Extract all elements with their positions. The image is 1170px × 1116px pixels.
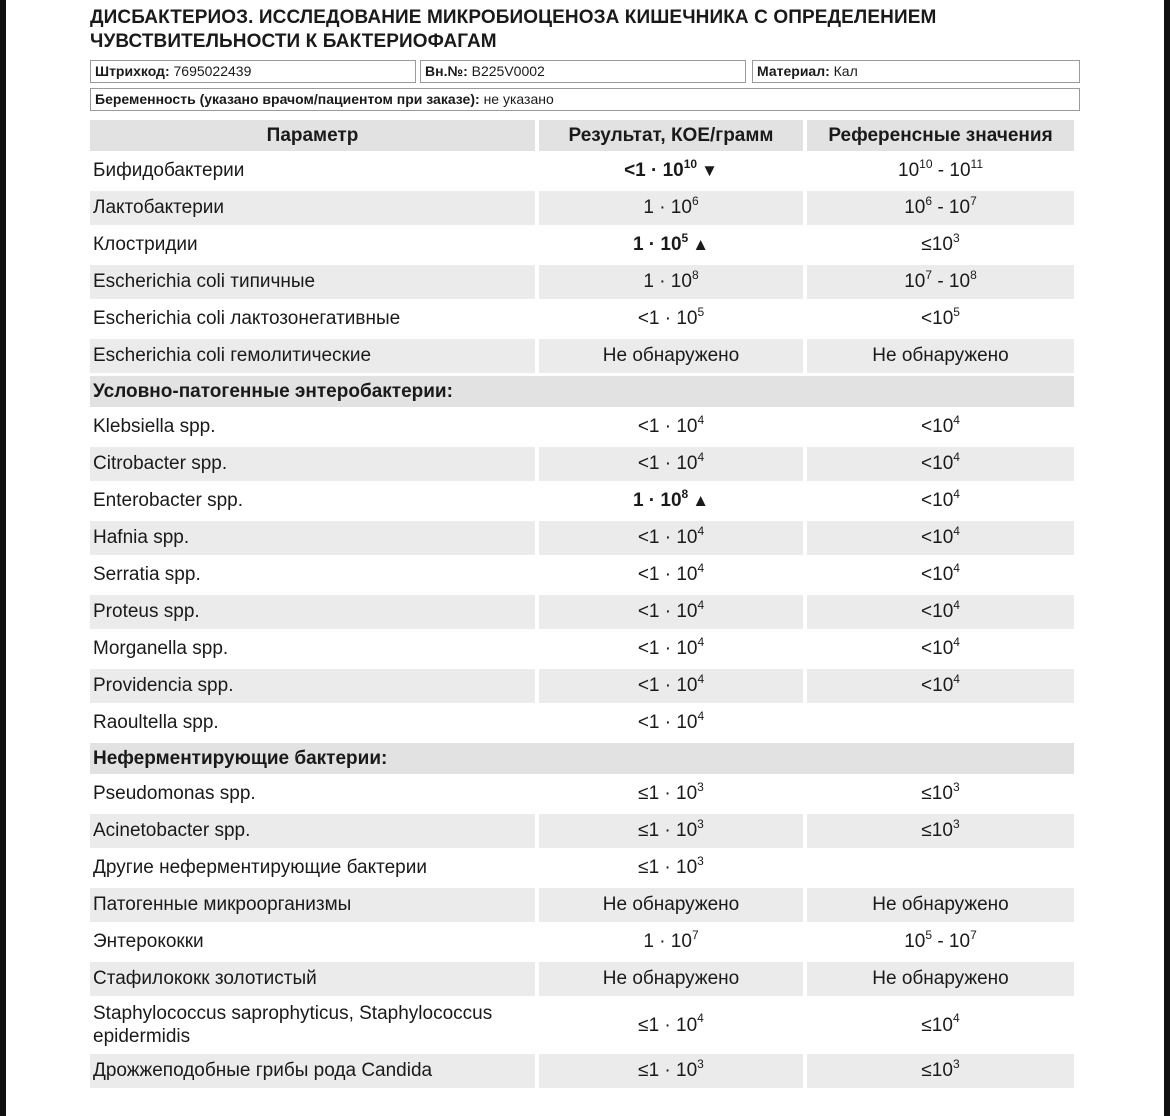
- parameter-name: Escherichia coli гемолитические: [90, 339, 535, 373]
- result-value: [539, 777, 803, 811]
- reference-exponent: 6: [925, 193, 933, 208]
- reference-exponent: 4: [953, 412, 960, 427]
- table-row: [90, 484, 1074, 518]
- reference-base: Не обнаружено: [872, 345, 1009, 366]
- reference-value: [807, 447, 1074, 481]
- reference-upper-base: - 10: [932, 197, 971, 218]
- parameter-name: Staphylococcus saprophyticus, Staphylococcus epidermidis: [93, 1003, 493, 1047]
- reference-base: <10: [921, 416, 954, 437]
- reference-base: <10: [921, 453, 954, 474]
- right-screen-edge: [1164, 0, 1170, 1116]
- table-row: [90, 669, 1074, 703]
- result-value: [539, 191, 803, 225]
- parameter-name: Raoultella spp.: [93, 712, 219, 733]
- result-base: ≤1 · 10: [638, 783, 698, 804]
- result-value: [539, 302, 803, 336]
- parameter-name: Proteus spp.: [90, 595, 535, 629]
- result-value: [539, 228, 803, 262]
- barcode-value: 7695022439: [173, 63, 252, 79]
- reference-value: [807, 888, 1074, 922]
- result-base: 1 · 10: [643, 197, 692, 218]
- reference-upper-base: - 10: [932, 160, 971, 181]
- result-value: [539, 888, 803, 922]
- result-value: [539, 925, 803, 959]
- result-base: 1 · 10: [632, 234, 682, 255]
- result-base: 1 · 10: [643, 931, 692, 952]
- result-value: [539, 484, 803, 518]
- reference-value: [807, 410, 1074, 444]
- parameter-name: Providencia spp.: [90, 669, 535, 703]
- reference-base: Не обнаружено: [872, 894, 1009, 915]
- result-exponent: 8: [691, 267, 699, 282]
- result-value: [539, 632, 803, 666]
- section-header-row: [90, 743, 1074, 774]
- reference-exponent: 4: [953, 486, 960, 501]
- reference-upper-base: - 10: [932, 931, 971, 952]
- result-base: <1 · 10: [637, 675, 698, 696]
- result-value: [539, 814, 803, 848]
- reference-upper-exponent: 7: [970, 927, 977, 942]
- reference-exponent: 5: [925, 927, 933, 942]
- section-title: Условно-патогенные энтеробактерии:: [90, 376, 1074, 407]
- barcode-label: Штрихкод:: [95, 63, 170, 79]
- table-row: [90, 191, 1074, 225]
- header-result: Результат, КОЕ/грамм: [539, 120, 803, 151]
- reference-upper-exponent: 11: [970, 156, 983, 171]
- reference-base: 10: [898, 160, 920, 181]
- result-value: [539, 410, 803, 444]
- reference-value: [807, 925, 1074, 959]
- reference-base: <10: [921, 490, 954, 511]
- result-value: [539, 669, 803, 703]
- result-exponent: 8: [681, 486, 689, 501]
- parameter-name: Другие неферментирующие бактерии: [93, 857, 427, 878]
- reference-value: [807, 484, 1074, 518]
- reference-exponent: 3: [952, 779, 960, 794]
- table-row: [90, 265, 1074, 299]
- parameter-name: Hafnia spp.: [90, 521, 535, 555]
- pregnancy-value: не указано: [483, 91, 554, 107]
- material-value: Кал: [833, 63, 858, 79]
- result-value: [539, 1054, 803, 1088]
- table-row: [90, 814, 1074, 848]
- results-table: [86, 117, 1078, 1091]
- result-exponent: 3: [697, 816, 704, 831]
- parameter-name: Дрожжеподобные грибы рода Candida: [90, 1054, 535, 1088]
- pregnancy-label: Беременность (указано врачом/пациентом при заказе):: [95, 91, 480, 107]
- result-exponent: 4: [697, 560, 705, 575]
- table-row: [90, 888, 1074, 922]
- table-header-row: [90, 120, 1074, 151]
- reference-exponent: 4: [953, 671, 960, 686]
- reference-base: <10: [921, 308, 954, 329]
- reference-exponent: 4: [953, 449, 960, 464]
- reference-base: <10: [921, 564, 954, 585]
- reference-base: <10: [921, 601, 954, 622]
- section-header-row: [90, 376, 1074, 407]
- parameter-name: Патогенные микроорганизмы: [90, 888, 535, 922]
- reference-base: 10: [904, 931, 926, 952]
- result-exponent: 4: [697, 708, 705, 723]
- reference-value: [807, 814, 1074, 848]
- reference-value: [807, 265, 1074, 299]
- result-exponent: 5: [681, 230, 689, 245]
- reference-value: [807, 851, 1074, 885]
- sample-info-row: [90, 60, 1080, 83]
- result-base: ≤1 · 10: [638, 857, 698, 878]
- internal-number-box: [420, 60, 746, 83]
- table-row: [90, 851, 1074, 885]
- section-title: Неферментирующие бактерии:: [90, 743, 1074, 774]
- result-value: [539, 154, 803, 188]
- table-row: [90, 777, 1074, 811]
- parameter-name: Pseudomonas spp.: [93, 783, 256, 804]
- table-row: [90, 558, 1074, 592]
- parameter-name: Клостридии: [93, 234, 198, 255]
- reference-exponent: 4: [953, 634, 960, 649]
- reference-exponent: 3: [952, 230, 960, 245]
- table-row: [90, 410, 1074, 444]
- result-exponent: 4: [697, 1011, 704, 1026]
- left-screen-edge: [0, 0, 6, 1116]
- table-row: [90, 339, 1074, 373]
- result-base: <1 · 10: [637, 712, 698, 733]
- reference-base: ≤10: [921, 820, 953, 841]
- reference-value: [807, 669, 1074, 703]
- reference-value: [807, 558, 1074, 592]
- result-value: [539, 999, 803, 1051]
- reference-base: ≤10: [921, 1060, 953, 1081]
- arrow-up-icon: ▲: [692, 491, 710, 510]
- table-row: [90, 154, 1074, 188]
- parameter-name: Лактобактерии: [90, 191, 535, 225]
- reference-value: [807, 339, 1074, 373]
- result-exponent: 4: [697, 597, 705, 612]
- reference-exponent: 3: [952, 816, 960, 831]
- reference-upper-exponent: 8: [970, 267, 977, 282]
- result-base: <1 · 10: [637, 638, 698, 659]
- reference-base: ≤10: [921, 783, 953, 804]
- reference-exponent: 4: [953, 560, 960, 575]
- reference-base: Не обнаружено: [872, 968, 1009, 989]
- reference-exponent: 4: [953, 523, 960, 538]
- reference-value: [807, 1054, 1074, 1088]
- result-base: 1 · 10: [632, 490, 682, 511]
- table-row: [90, 447, 1074, 481]
- header-parameter: Параметр: [90, 120, 535, 151]
- pregnancy-box: [90, 88, 1080, 111]
- arrow-up-icon: ▲: [692, 235, 710, 254]
- reference-exponent: 4: [953, 597, 960, 612]
- table-row: [90, 632, 1074, 666]
- parameter-name: Энтерококки: [93, 931, 204, 952]
- parameter-name: Klebsiella spp.: [93, 416, 216, 437]
- parameter-name: Citrobacter spp.: [90, 447, 535, 481]
- result-exponent: 7: [691, 927, 699, 942]
- table-row: [90, 1054, 1074, 1088]
- result-base: <1 · 10: [624, 160, 684, 181]
- result-exponent: 5: [697, 304, 705, 319]
- parameter-name: Escherichia coli лактозонегативные: [93, 308, 401, 329]
- reference-value: [807, 302, 1074, 336]
- material-label: Материал:: [757, 63, 830, 79]
- reference-upper-base: - 10: [932, 271, 971, 292]
- result-base: Не обнаружено: [602, 894, 740, 915]
- reference-value: [807, 154, 1074, 188]
- result-value: [539, 265, 803, 299]
- reference-value: [807, 191, 1074, 225]
- result-value: [539, 521, 803, 555]
- result-base: <1 · 10: [637, 564, 698, 585]
- result-exponent: 4: [697, 671, 705, 686]
- reference-base: 10: [904, 197, 926, 218]
- material-box: [752, 60, 1080, 83]
- table-row: [90, 999, 1074, 1051]
- result-value: [539, 851, 803, 885]
- reference-value: [807, 777, 1074, 811]
- header-reference: Референсные значения: [807, 120, 1074, 151]
- result-exponent: 3: [697, 1056, 704, 1071]
- table-row: [90, 925, 1074, 959]
- result-base: ≤1 · 10: [638, 820, 698, 841]
- lab-report-page: [90, 6, 1080, 1091]
- reference-exponent: 4: [952, 1011, 960, 1026]
- result-value: [539, 339, 803, 373]
- result-exponent: 4: [697, 523, 705, 538]
- result-base: Не обнаружено: [602, 345, 740, 366]
- table-row: [90, 962, 1074, 996]
- result-base: <1 · 10: [637, 601, 698, 622]
- result-value: [539, 595, 803, 629]
- result-exponent: 10: [683, 156, 698, 171]
- reference-exponent: 7: [925, 267, 933, 282]
- reference-base: ≤10: [921, 234, 953, 255]
- parameter-name: Morganella spp.: [93, 638, 229, 659]
- reference-value: [807, 962, 1074, 996]
- parameter-name: Escherichia coli типичные: [90, 265, 535, 299]
- result-exponent: 4: [697, 412, 705, 427]
- table-row: [90, 521, 1074, 555]
- result-base: <1 · 10: [637, 308, 698, 329]
- reference-base: <10: [921, 527, 954, 548]
- reference-value: [807, 595, 1074, 629]
- barcode-box: [90, 60, 416, 83]
- reference-value: [807, 228, 1074, 262]
- reference-base: ≤10: [921, 1014, 953, 1036]
- result-exponent: 3: [697, 779, 704, 794]
- result-base: 1 · 10: [643, 271, 692, 292]
- table-row: [90, 706, 1074, 740]
- reference-base: <10: [921, 638, 954, 659]
- reference-value: [807, 521, 1074, 555]
- result-base: ≤1 · 10: [638, 1014, 698, 1036]
- parameter-name: Стафилококк золотистый: [90, 962, 535, 996]
- result-base: ≤1 · 10: [638, 1060, 698, 1081]
- reference-value: [807, 999, 1074, 1051]
- parameter-name: Acinetobacter spp.: [90, 814, 535, 848]
- result-base: Не обнаружено: [602, 968, 740, 989]
- table-row: [90, 228, 1074, 262]
- results-body: [90, 154, 1074, 1088]
- pregnancy-row: [90, 88, 1080, 111]
- result-exponent: 4: [697, 634, 705, 649]
- result-exponent: 3: [697, 853, 704, 868]
- reference-base: <10: [921, 675, 954, 696]
- internal-number-label: Вн.№:: [425, 63, 468, 79]
- arrow-down-icon: ▼: [701, 161, 718, 180]
- table-row: [90, 302, 1074, 336]
- result-value: [539, 447, 803, 481]
- result-exponent: 4: [697, 449, 705, 464]
- reference-value: [807, 632, 1074, 666]
- internal-number-value: B225V0002: [471, 63, 545, 79]
- reference-exponent: 10: [919, 156, 933, 171]
- result-value: [539, 962, 803, 996]
- reference-exponent: 3: [952, 1056, 960, 1071]
- result-base: <1 · 10: [637, 453, 698, 474]
- report-title: ДИСБАКТЕРИОЗ. ИССЛЕДОВАНИЕ МИКРОБИОЦЕНОЗА КИШЕЧНИКА С ОПРЕДЕЛЕНИЕМ ЧУВСТВИТЕЛЬНОСТИ К БАКТЕРИОФАГАМ: [90, 7, 937, 52]
- reference-exponent: 5: [953, 304, 960, 319]
- parameter-name: Бифидобактерии: [93, 160, 245, 181]
- result-base: <1 · 10: [637, 416, 698, 437]
- parameter-name: Enterobacter spp.: [93, 490, 243, 511]
- reference-value: [807, 706, 1074, 740]
- result-base: <1 · 10: [637, 527, 698, 548]
- parameter-name: Serratia spp.: [93, 564, 201, 585]
- result-value: [539, 558, 803, 592]
- reference-upper-exponent: 7: [970, 193, 977, 208]
- reference-base: 10: [904, 271, 926, 292]
- result-value: [539, 706, 803, 740]
- table-row: [90, 595, 1074, 629]
- result-exponent: 6: [691, 193, 699, 208]
